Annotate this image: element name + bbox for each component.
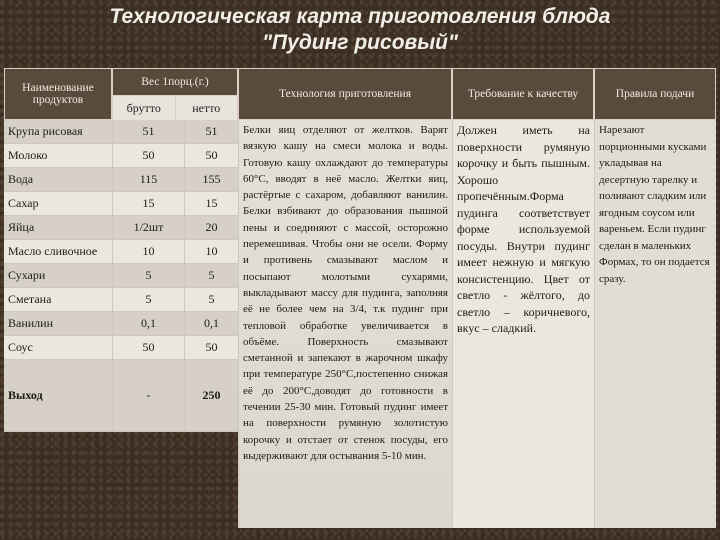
- table-cell-netto: 20: [184, 216, 238, 240]
- output-netto: 250: [184, 360, 238, 432]
- table-cell-netto: 50: [184, 336, 238, 360]
- table-row-name: Вода: [4, 168, 112, 192]
- header-weight: [112, 68, 238, 120]
- header-technology: Технология приготовления: [238, 68, 452, 120]
- table-cell-netto: 5: [184, 288, 238, 312]
- table-cell-brutto: 5: [112, 264, 184, 288]
- table-row-name: Яйца: [4, 216, 112, 240]
- table-cell-netto: 50: [184, 144, 238, 168]
- table-row-name: Крупа рисовая: [4, 120, 112, 144]
- table-cell-brutto: 50: [112, 144, 184, 168]
- table-cell-netto: 155: [184, 168, 238, 192]
- quality-text: Должен иметь на поверхности румяную корочку и быть пышным. Хорошо пропечённым.Форма пудинга соответствует форме используемой посуды. Внутри пудинг имеет нежную и мягкую консистенцию. Цвет от светло - жёлтого, до светло – коричневого, вкус – сладкий.: [452, 120, 594, 528]
- netto-column: [184, 120, 238, 432]
- table-cell-brutto: 1/2шт: [112, 216, 184, 240]
- brutto-column: [112, 120, 184, 432]
- table-cell-brutto: 15: [112, 192, 184, 216]
- table-cell-netto: 0,1: [184, 312, 238, 336]
- table-cell-brutto: 10: [112, 240, 184, 264]
- table-cell-netto: 15: [184, 192, 238, 216]
- output-label: Выход: [4, 360, 112, 432]
- table-cell-netto: 5: [184, 264, 238, 288]
- header-brutto: брутто: [113, 96, 176, 121]
- table-row-name: Молоко: [4, 144, 112, 168]
- header-quality: Требование к качеству: [452, 68, 594, 120]
- serving-text: Нарезают порционными кусками укладывая на десертную тарелку и поливают сладким или ягодным соусом или вареньем. Если пудинг сделан в маленьких Формах, то он подается сразу.: [594, 120, 716, 528]
- title-line-2: "Пудинг рисовый": [262, 31, 458, 54]
- output-brutto: -: [112, 360, 184, 432]
- header-serving: Правила подачи: [594, 68, 716, 120]
- table-cell-brutto: 0,1: [112, 312, 184, 336]
- table-cell-netto: 10: [184, 240, 238, 264]
- header-netto: нетто: [176, 96, 238, 121]
- table-row-name: Соус: [4, 336, 112, 360]
- technology-text: Белки яиц отделяют от желтков. Варят вязкую кашу на смеси молока и воды. Готовую кашу охлаждают до температуры 60°С, вводят в неё масло. Желтки яиц, растёртые с сахаром, добавляют ванилин. Белки взбивают до образования пышной пены и соединяют с массой, осторожно перемешивая. Чтобы они не осели. Форму и противень смазывают маслом и посыпают молотыми сухарями, выкладывают массу для пудинга, заполняя её не более чем на 3/4, т.к пудинг при тепловой обработке увеличивается в объёме. Поверхность смазывают сметанной и запекают в жарочном шкафу при температуре 250°С,постепенно снижая её до 200°С,доводят до готовности в течении 25-30 мин. Готовый пудинг имеет на поверхности румяную золотистую корочку и отстает от стенок посуды, его выдерживают для остывания 5-10 мин.: [238, 120, 452, 528]
- table-cell-netto: 51: [184, 120, 238, 144]
- header-weight-label: Вес 1порц.(г.): [113, 69, 237, 96]
- table-row-name: Сахар: [4, 192, 112, 216]
- header-products: Наименование продуктов: [4, 68, 112, 120]
- table-cell-brutto: 50: [112, 336, 184, 360]
- table-cell-brutto: 115: [112, 168, 184, 192]
- table-row-name: Ванилин: [4, 312, 112, 336]
- page-title: [0, 4, 720, 56]
- table-row-name: Сухари: [4, 264, 112, 288]
- table-cell-brutto: 5: [112, 288, 184, 312]
- table-row-name: Сметана: [4, 288, 112, 312]
- products-column: [4, 120, 112, 432]
- table-row-name: Масло сливочное: [4, 240, 112, 264]
- title-line-1: Технологическая карта приготовления блюда: [109, 5, 611, 28]
- table-cell-brutto: 51: [112, 120, 184, 144]
